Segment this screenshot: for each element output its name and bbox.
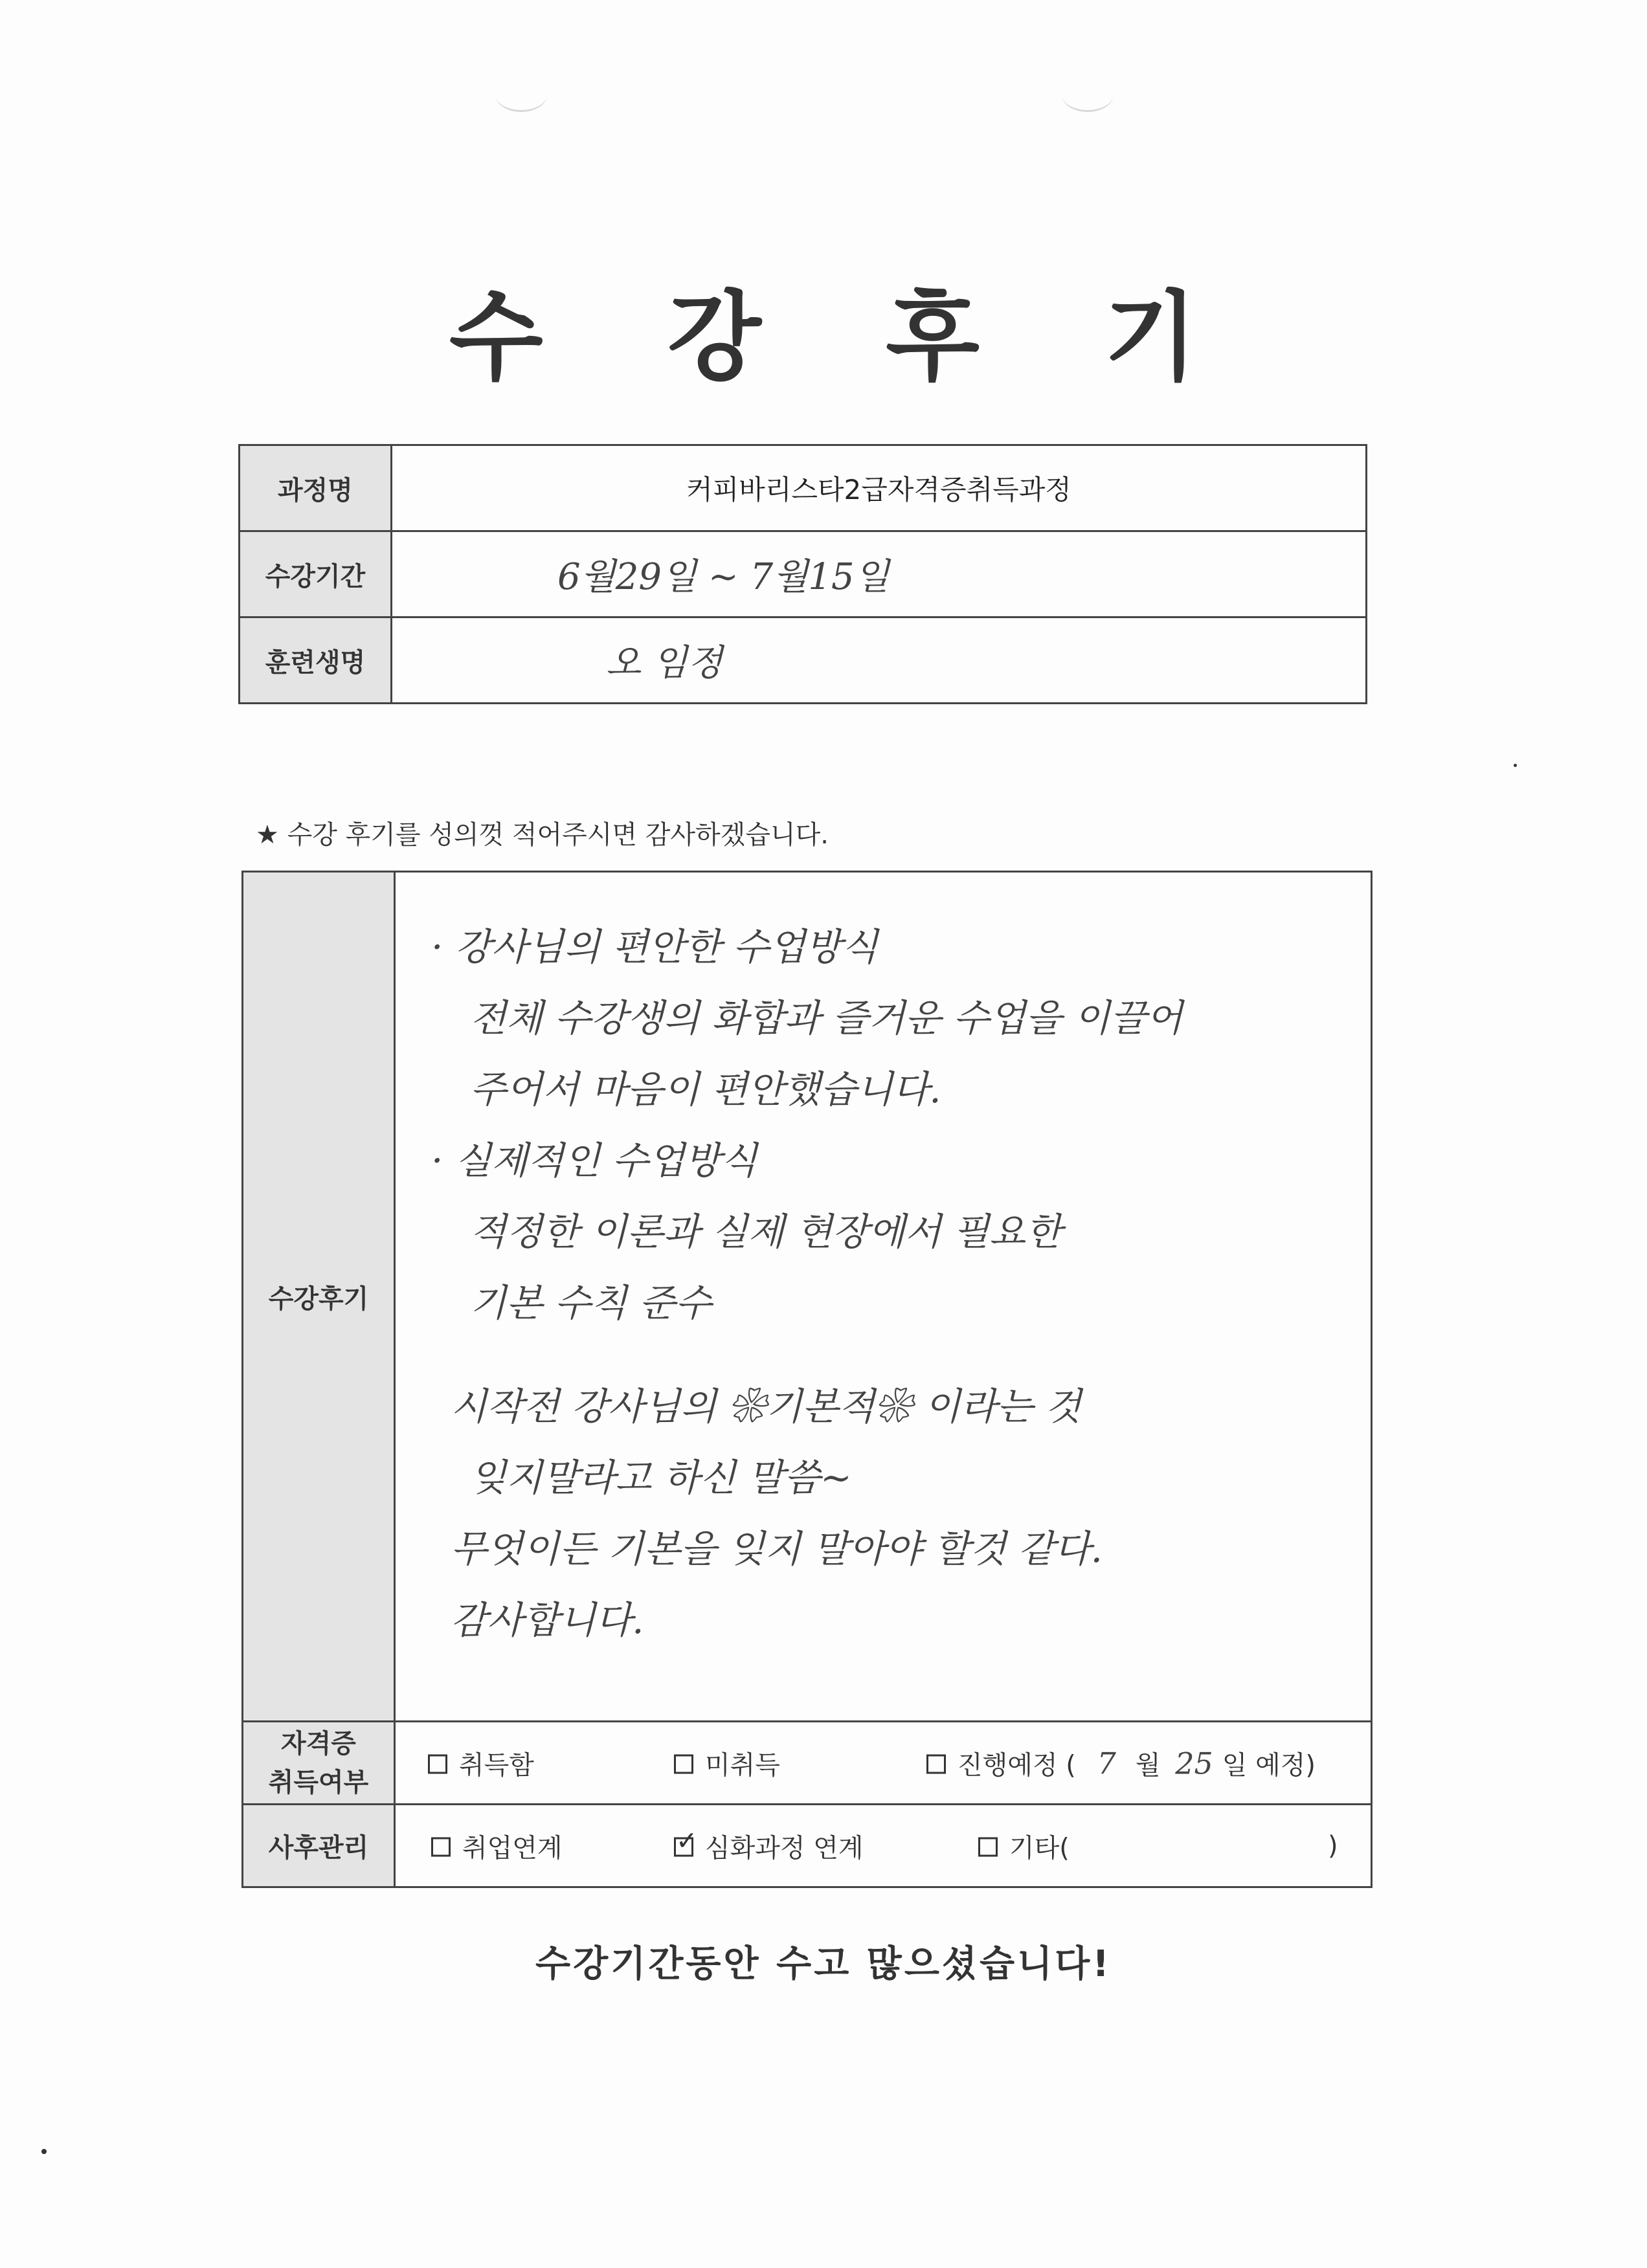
aftercare-option-advanced[interactable] xyxy=(674,1827,864,1864)
review-line: 기본 수칙 준수 xyxy=(470,1281,712,1325)
cert-label xyxy=(243,1722,395,1805)
review-content xyxy=(395,872,1372,1722)
aftercare-option-employment[interactable] xyxy=(431,1827,563,1864)
course-value: 커피바리스타2급자격증취득과정 xyxy=(392,445,1367,531)
cert-scheduled-day: 25 xyxy=(1175,1746,1213,1781)
course-label: 과정명 xyxy=(240,445,392,531)
review-line: 감사합니다. xyxy=(451,1598,644,1642)
cert-option-not-obtained[interactable] xyxy=(674,1744,780,1781)
aftercare-option-other[interactable] xyxy=(978,1827,1070,1864)
cert-scheduled-prefix: 진행예정 ( xyxy=(958,1750,1076,1780)
cert-label-line1: 자격증 xyxy=(281,1728,356,1759)
closing-message: 수강기간동안 수고 많으셨습니다! xyxy=(535,1943,1112,1985)
trainee-cell xyxy=(392,617,1367,704)
review-line: · 실제적인 수업방식 xyxy=(431,1139,757,1183)
period-label: 수강기간 xyxy=(240,531,392,617)
scan-speck xyxy=(41,2149,47,2154)
aftercare-option-employment-label: 취업연계 xyxy=(462,1833,563,1863)
review-line: 주어서 마음이 편안했습니다. xyxy=(470,1067,941,1111)
review-line: 무엇이든 기본을 잊지 말아야 할것 같다. xyxy=(451,1527,1103,1571)
cert-scheduled-month-unit: 월 xyxy=(1135,1750,1161,1780)
punch-hole-left xyxy=(495,78,547,112)
checkbox-icon[interactable] xyxy=(926,1754,946,1773)
cert-row xyxy=(243,1722,1372,1805)
aftercare-label: 사후관리 xyxy=(243,1805,395,1887)
checkbox-icon[interactable] xyxy=(428,1754,447,1773)
review-line: · 강사님의 편안한 수업방식 xyxy=(431,925,879,969)
trainee-label: 훈련생명 xyxy=(240,617,392,704)
instruction-note: ★ 수강 후기를 성의껏 적어주시면 감사하겠습니다. xyxy=(256,820,829,850)
info-table xyxy=(238,444,1367,704)
page-title: 수 강 후 기 xyxy=(449,282,1244,394)
cert-option-scheduled[interactable] xyxy=(926,1744,1316,1781)
period-value: 6월29일 ~ 7월15일 xyxy=(557,556,890,598)
cert-option-obtained-label: 취득함 xyxy=(459,1750,534,1780)
aftercare-row xyxy=(243,1805,1372,1887)
cert-option-obtained[interactable] xyxy=(428,1744,534,1781)
trainee-value: 오 임정 xyxy=(606,642,723,684)
punch-hole-right xyxy=(1062,78,1114,112)
review-line: 잊지말라고 하신 말씀~ xyxy=(470,1456,852,1500)
review-row xyxy=(243,872,1372,1722)
cert-options xyxy=(395,1722,1372,1805)
review-line: 적정한 이론과 실제 현장에서 필요한 xyxy=(470,1210,1062,1254)
review-table xyxy=(241,871,1372,1888)
period-row xyxy=(240,531,1367,617)
checkbox-icon[interactable] xyxy=(978,1837,998,1856)
review-label: 수강후기 xyxy=(243,872,395,1722)
aftercare-other-close: ) xyxy=(1328,1830,1338,1861)
cert-label-line2: 취득여부 xyxy=(268,1767,369,1797)
cert-option-not-obtained-label: 미취득 xyxy=(705,1750,780,1780)
period-cell xyxy=(392,531,1367,617)
scan-speck xyxy=(1514,764,1517,767)
aftercare-option-other-label: 기타( xyxy=(1009,1833,1070,1863)
course-row xyxy=(240,445,1367,531)
trainee-row xyxy=(240,617,1367,704)
review-line: 시작전 강사님의 ❀기본적❀ 이라는 것 xyxy=(451,1384,1082,1429)
checkbox-icon[interactable] xyxy=(431,1837,451,1856)
aftercare-options xyxy=(395,1805,1372,1887)
aftercare-option-advanced-label: 심화과정 연계 xyxy=(705,1833,864,1863)
checked-checkbox-icon[interactable] xyxy=(674,1837,693,1856)
review-line: 전체 수강생의 화합과 즐거운 수업을 이끌어 xyxy=(470,996,1183,1040)
checkbox-icon[interactable] xyxy=(674,1754,693,1773)
cert-scheduled-month: 7 xyxy=(1097,1746,1116,1781)
cert-scheduled-suffix: 일 예정) xyxy=(1222,1750,1316,1780)
